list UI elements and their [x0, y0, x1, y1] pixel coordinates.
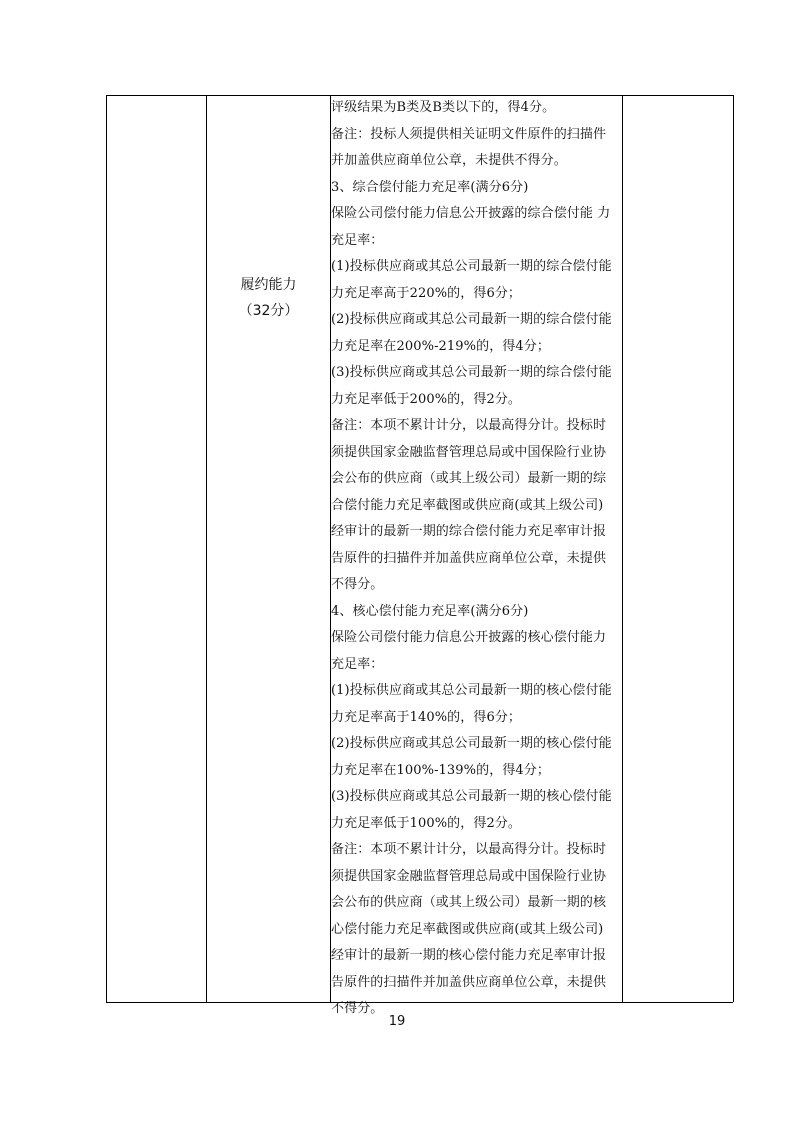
criteria-line: 力充足率低于200%的，得2分。 — [331, 391, 522, 407]
criteria-line: 须提供国家金融监督管理总局或中国保险行业协 — [331, 868, 607, 884]
criteria-line: 经审计的最新一期的综合偿付能力充足率审计报 — [331, 524, 607, 539]
criteria-line: 合偿付能力充足率截图或供应商(或其上级公司) — [331, 497, 604, 513]
criteria-line: 备注：投标人须提供相关证明文件原件的扫描件 — [331, 126, 607, 142]
table-column-divider-1 — [206, 95, 207, 1002]
criteria-line: 4、核心偿付能力充足率(满分6分) — [331, 603, 529, 619]
criteria-line: (3)投标供应商或其总公司最新一期的综合偿付能 — [331, 365, 612, 380]
criteria-line: 评级结果为B类及B类以下的，得4分。 — [331, 100, 556, 115]
category-title: 履约能力 — [240, 277, 297, 293]
criteria-line: 保险公司偿付能力信息公开披露的核心偿付能力 — [331, 630, 607, 645]
criteria-line: 告原件的扫描件并加盖供应商单位公章，未提供 — [331, 974, 607, 990]
criteria-line: (1)投标供应商或其总公司最新一期的综合偿付能 — [331, 259, 612, 274]
criteria-line: 须提供国家金融监督管理总局或中国保险行业协 — [331, 444, 607, 460]
criteria-line: 告原件的扫描件并加盖供应商单位公章，未提供 — [331, 550, 607, 566]
criteria-line: 会公布的供应商（或其上级公司）最新一期的核 — [331, 895, 607, 910]
criteria-line: 充足率： — [331, 656, 384, 672]
table-border-right — [733, 95, 734, 1002]
table-column-divider-3 — [622, 95, 623, 1002]
criteria-line: 会公布的供应商（或其上级公司）最新一期的综 — [331, 471, 607, 486]
scoring-criteria-cell — [331, 95, 621, 1023]
criteria-line: 力充足率高于140%的，得6分； — [331, 709, 522, 725]
category-points: （32分） — [238, 303, 299, 319]
criteria-line: 保险公司偿付能力信息公开披露的综合偿付能 力 — [331, 206, 611, 221]
criteria-line: (1)投标供应商或其总公司最新一期的核心偿付能 — [331, 683, 612, 698]
page-number: 19 — [388, 1014, 406, 1029]
criteria-line: 充足率： — [331, 232, 384, 248]
criteria-line: 力充足率低于100%的，得2分。 — [331, 815, 522, 831]
criteria-line: (2)投标供应商或其总公司最新一期的核心偿付能 — [331, 736, 612, 751]
table-border-left — [106, 95, 107, 1002]
criteria-line: 力充足率在200%-219%的，得4分； — [331, 338, 550, 354]
criteria-line: 不得分。 — [331, 577, 384, 592]
criteria-line: 心偿付能力充足率截图或供应商(或其上级公司) — [331, 921, 604, 937]
criteria-line: 备注：本项不累计计分，以最高得分计。投标时 — [331, 842, 607, 857]
criteria-line: 经审计的最新一期的核心偿付能力充足率审计报 — [331, 948, 607, 963]
criteria-line: 力充足率高于220%的，得6分； — [331, 285, 522, 301]
criteria-line: (2)投标供应商或其总公司最新一期的综合偿付能 — [331, 312, 612, 327]
criteria-line: 不得分。 — [331, 1001, 384, 1016]
criteria-line: (3)投标供应商或其总公司最新一期的核心偿付能 — [331, 789, 612, 804]
criteria-line: 并加盖供应商单位公章，未提供不得分。 — [331, 153, 567, 168]
criteria-line: 3、综合偿付能力充足率(满分6分) — [331, 179, 529, 195]
criteria-line: 力充足率在100%-139%的，得4分； — [331, 762, 550, 778]
criteria-line: 备注：本项不累计计分，以最高得分计。投标时 — [331, 418, 607, 433]
